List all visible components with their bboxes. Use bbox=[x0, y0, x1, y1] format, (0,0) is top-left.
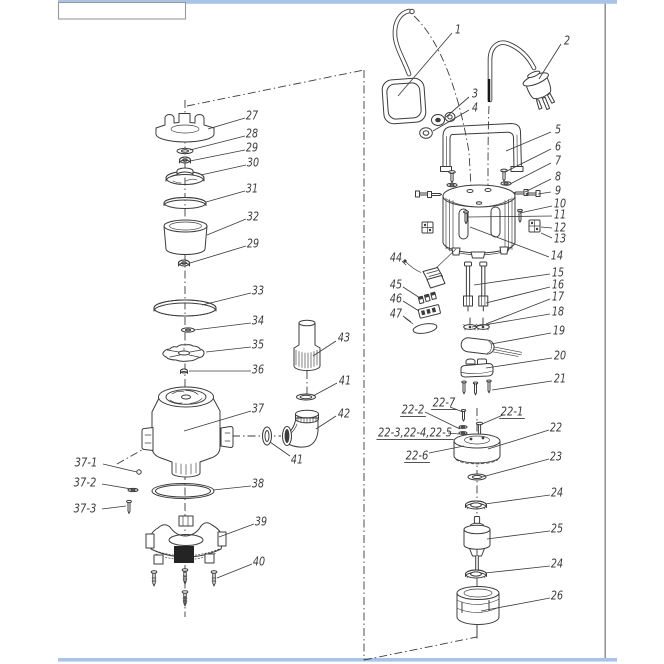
callout-36: 36 bbox=[251, 361, 265, 377]
leader-35 bbox=[206, 347, 251, 352]
callout-22-1: 22-1 bbox=[500, 403, 524, 419]
callout-37-3: 37-3 bbox=[73, 500, 97, 516]
callout-28: 28 bbox=[245, 125, 259, 141]
part-40-screws bbox=[151, 569, 217, 606]
leader-10 bbox=[520, 206, 552, 213]
part-22-stator bbox=[454, 434, 500, 464]
callout-8: 8 bbox=[554, 168, 562, 184]
part-27-impeller-cap bbox=[156, 114, 214, 143]
callout-42: 42 bbox=[337, 405, 351, 421]
leader-46 bbox=[403, 301, 419, 311]
leader-24 bbox=[485, 566, 550, 573]
leader-24 bbox=[485, 495, 550, 504]
leader-32 bbox=[207, 219, 246, 235]
callout-18: 18 bbox=[551, 303, 565, 319]
part-37-1-pin bbox=[137, 470, 141, 474]
callout-3: 3 bbox=[471, 85, 479, 101]
callout-41: 41 bbox=[338, 372, 352, 388]
header-cell bbox=[59, 3, 186, 20]
part-3-grommets bbox=[432, 112, 456, 125]
part-24-bearing-upper bbox=[466, 501, 487, 509]
right-assembly bbox=[382, 9, 564, 638]
callout-31: 31 bbox=[245, 180, 259, 196]
leader-45 bbox=[403, 287, 420, 298]
callout-24: 24 bbox=[550, 555, 564, 571]
leader-17 bbox=[486, 299, 550, 324]
part-2-power-cord bbox=[489, 43, 534, 102]
left-assembly bbox=[127, 114, 233, 607]
part-24-bearing-lower bbox=[466, 570, 487, 578]
callout-4: 4 bbox=[471, 99, 479, 115]
part-43-hose-adapter bbox=[294, 320, 320, 370]
leader-21 bbox=[492, 381, 552, 390]
leader-39 bbox=[219, 524, 254, 537]
leader-16 bbox=[486, 287, 550, 303]
callout-19: 19 bbox=[552, 322, 566, 338]
callout-41: 41 bbox=[290, 451, 304, 467]
part-46-terminal-block bbox=[418, 304, 441, 318]
callout-26: 26 bbox=[550, 587, 564, 603]
part-21-screws bbox=[462, 380, 491, 395]
callout-7: 7 bbox=[554, 152, 562, 168]
part-17-18-push-nuts bbox=[464, 318, 490, 330]
leader-47 bbox=[403, 316, 411, 322]
callout-10: 10 bbox=[553, 195, 567, 211]
part-26-pump-base bbox=[457, 587, 499, 625]
callout-43: 43 bbox=[337, 329, 351, 345]
callout-33: 33 bbox=[251, 282, 265, 298]
callout-37: 37 bbox=[251, 400, 265, 416]
part-1-float-switch bbox=[382, 9, 427, 124]
callout-15: 15 bbox=[551, 264, 565, 280]
callout-37-2: 37-2 bbox=[73, 474, 97, 490]
callout-46: 46 bbox=[389, 290, 403, 306]
callout-29: 29 bbox=[246, 235, 260, 251]
leader-38 bbox=[213, 486, 251, 490]
leader-18 bbox=[472, 314, 550, 327]
callout-25: 25 bbox=[550, 520, 564, 536]
part-14-motor-housing bbox=[443, 185, 515, 258]
callout-37-1: 37-1 bbox=[74, 454, 98, 470]
callout-22: 22 bbox=[549, 419, 563, 435]
leader-25 bbox=[487, 531, 550, 539]
leader-30 bbox=[201, 165, 246, 175]
part-41-washer-upper bbox=[297, 394, 316, 400]
part-15-16-tie-bolts bbox=[464, 262, 488, 311]
part-44-cable-clamp bbox=[403, 259, 445, 288]
callout-29: 29 bbox=[245, 139, 259, 155]
leader-37-1 bbox=[103, 464, 137, 472]
table-border-bottom bbox=[58, 658, 617, 662]
leader-29 bbox=[190, 150, 245, 161]
leader-20 bbox=[486, 358, 552, 368]
callout-1: 1 bbox=[454, 21, 462, 37]
callout-2: 2 bbox=[563, 32, 571, 48]
part-37-3-screw bbox=[127, 500, 132, 513]
callout-44: 44 bbox=[389, 249, 403, 265]
part-4-grommet bbox=[420, 128, 433, 139]
leader-37-3 bbox=[102, 506, 126, 509]
callout-13: 13 bbox=[553, 230, 567, 246]
leader-41 bbox=[313, 383, 337, 396]
callout-34: 34 bbox=[251, 312, 265, 328]
callout-35: 35 bbox=[251, 336, 265, 352]
callout-12: 12 bbox=[553, 219, 567, 235]
callout-45: 45 bbox=[389, 276, 403, 292]
callout-5: 5 bbox=[554, 121, 562, 137]
callout-22-6: 22-6 bbox=[405, 447, 429, 463]
callout-21: 21 bbox=[553, 370, 567, 386]
leader-31 bbox=[206, 191, 245, 202]
callout-32: 32 bbox=[246, 208, 260, 224]
leader-33 bbox=[202, 293, 251, 305]
part-28-washer bbox=[177, 148, 193, 153]
leader-6 bbox=[505, 149, 551, 172]
callout-22-3,22-4,22-5: 22-3,22-4,22-5 bbox=[377, 424, 453, 440]
callout-22-2: 22-2 bbox=[401, 401, 425, 417]
part-38-o-ring bbox=[152, 484, 214, 499]
leader-34 bbox=[194, 323, 251, 330]
part-39-volute-base bbox=[146, 516, 226, 564]
part-35-agitator-plate bbox=[163, 345, 204, 362]
part-10-screw bbox=[518, 209, 523, 222]
leader-40 bbox=[217, 564, 252, 578]
part-45-terminal-screws bbox=[418, 292, 437, 303]
part-6-screws bbox=[449, 169, 507, 182]
discharge-elbow-assembly bbox=[263, 320, 321, 447]
part-42-discharge-elbow bbox=[283, 410, 319, 447]
leader-27 bbox=[208, 118, 245, 129]
part-47-gasket-loop bbox=[405, 318, 438, 335]
callout-11: 11 bbox=[553, 206, 567, 222]
callout-layer bbox=[74, 21, 570, 611]
part-2-power-plug bbox=[520, 67, 560, 114]
callout-6: 6 bbox=[554, 138, 562, 154]
callout-20: 20 bbox=[553, 347, 567, 363]
leader-19 bbox=[491, 333, 551, 344]
part-34-washer bbox=[182, 328, 195, 332]
part-31-seal-plate bbox=[164, 198, 206, 209]
leader-2 bbox=[539, 44, 561, 79]
part-25-rotor-shaft bbox=[464, 517, 490, 576]
callout-17: 17 bbox=[551, 288, 565, 304]
part-32-seal-cup bbox=[164, 220, 207, 255]
part-29-nut-lower bbox=[179, 260, 190, 266]
part-36-nut-small bbox=[181, 369, 188, 374]
callout-27: 27 bbox=[245, 107, 259, 123]
callout-22-7: 22-7 bbox=[432, 394, 456, 410]
callout-39: 39 bbox=[254, 513, 268, 529]
leader-13 bbox=[541, 233, 552, 238]
callout-47: 47 bbox=[389, 305, 403, 321]
part-5-carry-handle bbox=[441, 124, 524, 172]
callout-23: 23 bbox=[549, 448, 563, 464]
volute-inlet-dark bbox=[174, 546, 194, 563]
callout-16: 16 bbox=[551, 276, 565, 292]
callout-24: 24 bbox=[550, 484, 564, 500]
callout-40: 40 bbox=[252, 553, 266, 569]
callout-9: 9 bbox=[554, 182, 562, 198]
leader-37-2 bbox=[102, 484, 131, 489]
callout-14: 14 bbox=[550, 247, 564, 263]
cord-axis bbox=[488, 106, 489, 187]
part-37-pump-housing bbox=[142, 387, 233, 477]
leader-12 bbox=[541, 227, 552, 228]
callout-38: 38 bbox=[251, 475, 265, 491]
callout-30: 30 bbox=[246, 154, 260, 170]
